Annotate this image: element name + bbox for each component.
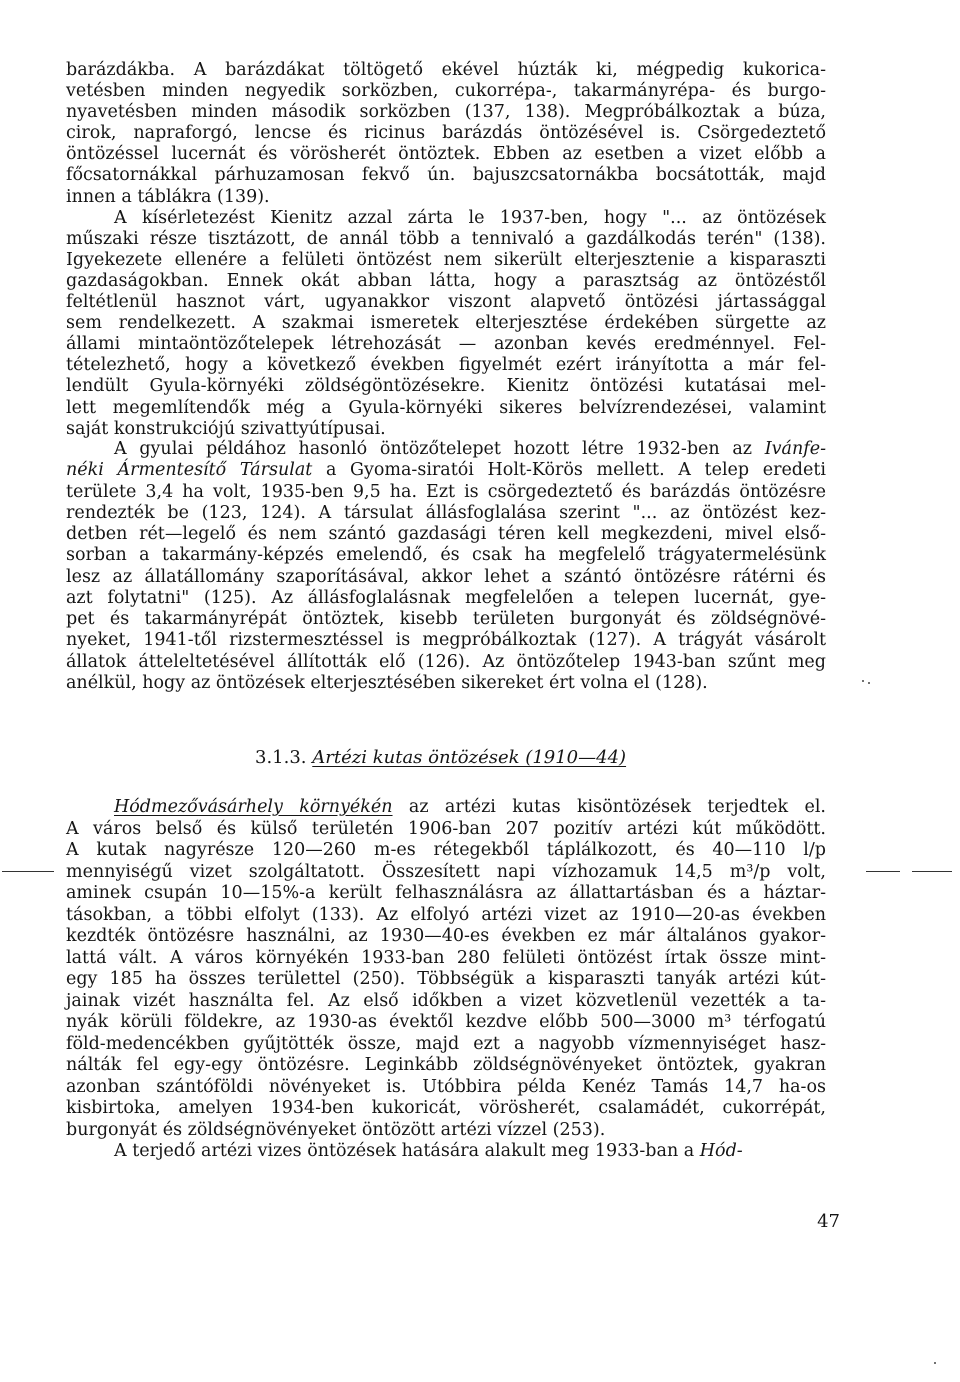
scan-mark (866, 871, 900, 872)
section-heading (255, 746, 775, 770)
scan-mark (912, 871, 952, 872)
text-line: nálták fel egy-egy öntözésre. Leginkább zöldségnövényeket öntöztek, gyakran (66, 1055, 826, 1075)
text-line: tásokban, a többi elfolyt (133). Az elfolyó artézi vizet az 1910—20-as években (66, 904, 826, 925)
section-title: Artézi kutas öntözések (1910—44) (312, 747, 627, 768)
text-line (66, 797, 826, 819)
text-line (66, 1141, 826, 1163)
text-span: A terjedő artézi vizes öntözések hatására alakult meg 1933-ban a (114, 1141, 695, 1161)
text-span: A gyulai példához hasonló öntözőtelepet hozott létre 1932-ben az (114, 439, 753, 459)
text-line: föld-medencékben gyűjtötték össze, majd ezt a nagyobb vízmennyiséget hasz- (66, 1033, 826, 1054)
text-span: az artézi kutas kisöntözések terjedtek el. (408, 797, 826, 817)
text-line: azonban szántóföldi növényeket is. Utóbbira példa Kenéz Tamás 14,7 ha-os (66, 1076, 826, 1097)
section-number: 3.1.3. (255, 747, 307, 768)
text-line: lett megemlítendők még a Gyula-környéki sikeres belvízrendezései, valamint (66, 397, 826, 418)
text-line: kezdték öntözésre használni, az 1930—40-es években ez már általános gyakor- (66, 926, 826, 946)
text-line: állatok átteleltetésével állították elő (126). Az öntözőtelep 1943-ban szűnt meg (66, 651, 826, 672)
organization-name-italic: néki Ármentesítő Társulat (66, 460, 313, 481)
text-line: aminek csupán 10—15%-a került felhasználásra az állattartásban és a háztar- (66, 883, 826, 903)
text-line: főcsatornákkal párhuzamosan fekvő ún. bajuszcsatornákba bocsátották, majd (66, 165, 826, 186)
text-line: pet és takarmányrépát öntöztek, kisebb területen burgonyát és zöldségnövé- (66, 609, 826, 629)
text-line: jainak vizét használta fel. Az első időkben a vizet közvetlenül vezették a ta- (66, 990, 826, 1011)
text-line: rendezték be (123, 124). A társulat állásfoglalása szerint "... az öntözést kez- (66, 502, 826, 523)
text-line: detben rét—legelő és nem szántó gazdasági téren kell megkezdeni, mivel első- (66, 524, 826, 544)
text-line: nyák körüli földekre, az 1930-as évektől kezdve előbb 500—3000 m³ térfogatú (66, 1012, 826, 1032)
scan-mark (2, 871, 54, 872)
text-line: lendült Gyula-környéki zöldségöntözésekre. Kienitz öntözési kutatásai mel- (66, 376, 826, 397)
text-line: mennyiségű vizet szolgáltatott. Összesített napi vízhozamuk 14,5 m³/p volt, (66, 861, 826, 882)
text-line: vetésben minden negyedik sorközben, cukorrépa-, takarmányrépa- és burgo- (66, 81, 826, 102)
text-line: lattá vált. A város környékén 1933-ban 280 felületi öntözést írtak össze mint- (66, 947, 826, 968)
text-line: nyavetésben minden második sorközben (137, 138). Megpróbálkoztak a búza, (66, 102, 826, 123)
text-line: tételezhető, hogy a következő években figyelmét ezért irányította a már fel- (66, 355, 826, 376)
text-line: cirok, napraforgó, lencse és ricinus barázdás öntözésével is. Csörgedeztető (66, 123, 826, 144)
text-line (66, 460, 826, 481)
text-line: saját konstrukciójú szivattyútípusai. (66, 418, 386, 439)
text-line: A város belső és külső területén 1906-ban 207 pozitív artézi kút működött. (66, 818, 826, 839)
place-name-italic: Hódmezővásárhely környékén (114, 797, 393, 817)
text-line: műszaki része tisztázott, de annál több a tennivaló a gazdálkodás terén" (138). (66, 228, 826, 249)
text-line: lesz az állatállomány szaporításával, akkor lehet a szántó öntözésre rátérni és (66, 566, 826, 587)
text-line: Igyekezete ellenére a felületi öntözést nem sikerült elterjesztenie a kisparaszti (66, 249, 826, 270)
organization-name-italic: Ivánfe- (764, 439, 826, 459)
paragraph-block-gyula (66, 439, 826, 694)
scan-mark (868, 682, 870, 684)
text-line: területe 3,4 ha volt, 1935-ben 9,5 ha. Ezt is csörgedeztető és barázdás öntözésre (66, 481, 826, 502)
text-line: gazdaságokban. Ennek okát abban látta, hogy a parasztság az öntözéstől (66, 270, 826, 291)
place-name-italic: Hód- (699, 1141, 743, 1161)
page-number: 47 (817, 1211, 840, 1232)
scan-mark (934, 1362, 936, 1364)
text-line: kisbirtoka, amelyen 1934-ben kukoricát, vörösherét, csalamádét, cukorrépát, (66, 1098, 826, 1118)
text-line: nyeket, 1941-től rizstermesztéssel is megpróbálkoztak (127). A trágyát vásárolt (66, 630, 826, 651)
text-line: azt folytatni" (125). Az állásfoglalásnak megfelelően a telepen lucernát, gye- (66, 587, 826, 608)
text-line: barázdákba. A barázdákat töltögető ekével húzták ki, mégpedig kukorica- (66, 60, 826, 80)
text-line (66, 439, 826, 460)
text-line: innen a táblákra (139). (66, 186, 270, 207)
text-line: anélkül, hogy az öntözések elterjesztésében sikereket ért volna el (128). (66, 672, 708, 693)
text-line: burgonyát és zöldségnövényeket öntözött artézi vízzel (253). (66, 1119, 606, 1140)
text-line: egy 185 ha összes területtel (250). Többségük a kisparaszti tanyák artézi kút- (66, 969, 826, 989)
paragraph-block-top (66, 60, 826, 440)
paragraph-block-hodmezovasarhely (66, 797, 826, 1163)
text-line: A kutak nagyrésze 120—260 m-es rétegekből táplálkozott, és 40—110 l/p (66, 840, 826, 860)
text-line: sorban a takarmány-képzés emelendő, és csak ha megfelelő trágyatermelésünk (66, 545, 826, 566)
text-line: sem rendelkezett. A szakmai ismeretek elterjesztése érdekében sürgette az (66, 313, 826, 334)
scan-mark (862, 680, 864, 682)
text-line: A kísérletezést Kienitz azzal zárta le 1937-ben, hogy "... az öntözések (114, 207, 826, 228)
text-span: a Gyoma-siratói Holt-Körös mellett. A telep eredeti (325, 460, 826, 481)
text-line: feltétlenül hasznot várt, ugyanakkor viszont alapvető öntözési jártassággal (66, 292, 826, 313)
text-line: öntözéssel lucernát és vörösherét öntöztek. Ebben az esetben a vizet előbb a (66, 144, 826, 165)
text-line: állami mintaöntözőtelepek létrehozását — azonban kevés eredménnyel. Fel- (66, 334, 826, 355)
